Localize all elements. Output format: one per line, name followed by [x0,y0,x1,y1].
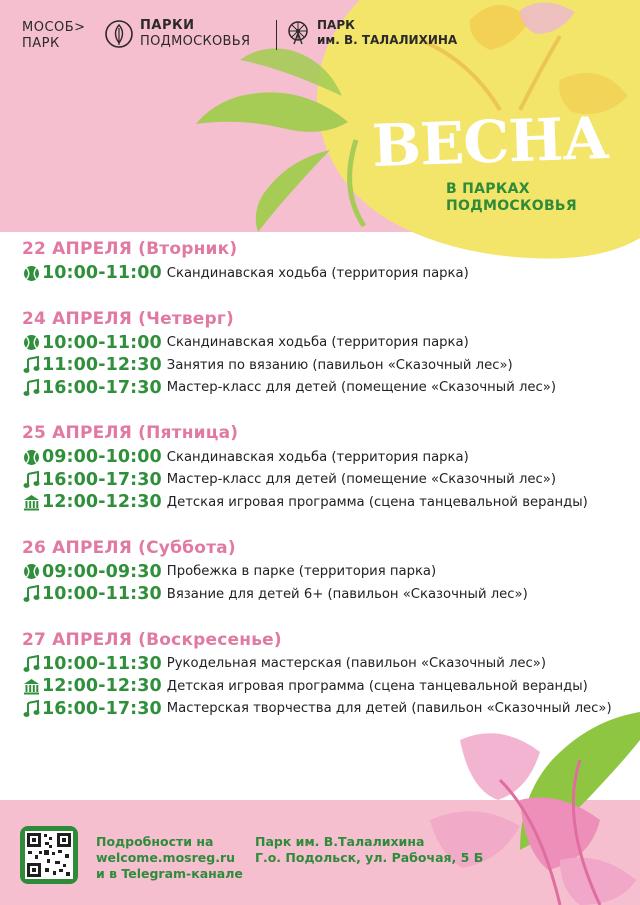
event-description: Пробежка в парке (территория парка) [166,564,437,580]
park-logo-line1: ПАРК [317,18,355,32]
day-date-title: 25 АПРЕЛЯ (Пятница) [22,423,239,443]
event-description: Мастерская творчества для детей (павильон «Сказочный лес») [166,701,612,717]
qr-code-icon [25,831,73,879]
event-description: Рукодельная мастерская (павильон «Сказочный лес») [166,656,546,672]
parki-podmoskovya-logo [104,18,250,50]
event-time: 16:00-17:30 [42,698,162,719]
ball-icon [22,448,41,467]
event-description: Вязание для детей 6+ (павильон «Сказочный лес») [166,586,528,602]
footer-address-line2: Г.о. Подольск, ул. Рабочая, 5 Б [255,850,484,865]
ball-icon [22,562,41,581]
ball-icon [22,264,41,283]
event-time: 12:00-12:30 [42,492,162,513]
event-row [22,561,632,584]
mosobl-park-logo [22,20,86,52]
event-time: 09:00-09:30 [42,561,162,582]
day-block [22,308,632,400]
mosobl-logo-line2: ПАРК [22,36,60,51]
event-time: 11:00-12:30 [42,355,162,376]
footer-info-line1: Подробности на [96,834,214,849]
parki-logo-line1: ПАРКИ [140,18,195,33]
event-description: Занятия по вязанию (павильон «Сказочный лес») [166,357,513,373]
event-description: Скандинавская ходьба (территория парка) [166,449,469,465]
vesna-title: ВЕСНА [370,103,610,181]
event-time: 10:00-11:30 [42,653,162,674]
event-description: Мастер-класс для детей (помещение «Сказочный лес») [166,472,556,488]
event-description: Детская игровая программа (сцена танцевальной веранды) [166,678,588,694]
museum-icon [22,677,41,696]
event-time: 12:00-12:30 [42,676,162,697]
footer-info [96,834,243,882]
event-row [22,675,632,698]
event-time: 10:00-11:00 [42,332,162,353]
mosobl-logo-line1: МОСОБ> [22,20,86,35]
day-block [22,629,632,721]
event-description: Скандинавская ходьба (территория парка) [166,265,469,281]
day-block [22,422,632,514]
logo-divider [276,20,277,50]
event-description: Детская игровая программа (сцена танцевальной веранды) [166,494,588,510]
event-time: 16:00-17:30 [42,377,162,398]
event-schedule [22,238,632,743]
event-row [22,698,632,721]
footer-info-line3: и в Telegram-канале [96,866,243,881]
event-time: 10:00-11:30 [42,584,162,605]
event-row [22,446,632,469]
park-logo-line2: им. В. ТАЛАЛИХИНА [317,33,458,47]
event-row [22,354,632,377]
parki-logo-line2: ПОДМОСКОВЬЯ [140,34,251,49]
day-block [22,537,632,606]
event-row [22,653,632,676]
music-note-icon [22,378,41,397]
qr-code[interactable] [20,826,78,884]
event-time: 16:00-17:30 [42,469,162,490]
ferris-wheel-icon [285,20,311,46]
event-row [22,491,632,514]
day-date-title: 22 АПРЕЛЯ (Вторник) [22,239,238,259]
event-row [22,469,632,492]
event-row [22,332,632,355]
footer-website-link[interactable]: welcome.mosreg.ru [96,850,236,865]
day-date-title: 27 АПРЕЛЯ (Воскресенье) [22,629,282,650]
ball-icon [22,333,41,352]
footer-address [255,834,483,866]
event-description: Мастер-класс для детей (помещение «Сказочный лес») [166,380,556,396]
museum-icon [22,493,41,512]
footer-address-line1: Парк им. В.Талалихина [255,834,425,849]
event-description: Скандинавская ходьба (территория парка) [166,335,469,351]
event-row [22,583,632,606]
event-time: 10:00-11:00 [42,263,162,284]
event-row [22,377,632,400]
music-note-icon [22,699,41,718]
music-note-icon [22,585,41,604]
tree-leaf-icon [104,19,134,49]
day-date-title: 24 АПРЕЛЯ (Четверг) [22,308,234,329]
music-note-icon [22,356,41,375]
vesna-subtitle [446,181,577,215]
park-talalikhina-logo [285,18,457,48]
music-note-icon [22,654,41,673]
vesna-subtitle-line1: В ПАРКАХ [446,181,530,197]
day-date-title: 26 АПРЕЛЯ (Суббота) [22,537,236,558]
vesna-subtitle-line2: ПОДМОСКОВЬЯ [446,198,577,214]
event-time: 09:00-10:00 [42,447,162,468]
day-block [22,238,632,285]
music-note-icon [22,470,41,489]
event-row [22,262,632,285]
